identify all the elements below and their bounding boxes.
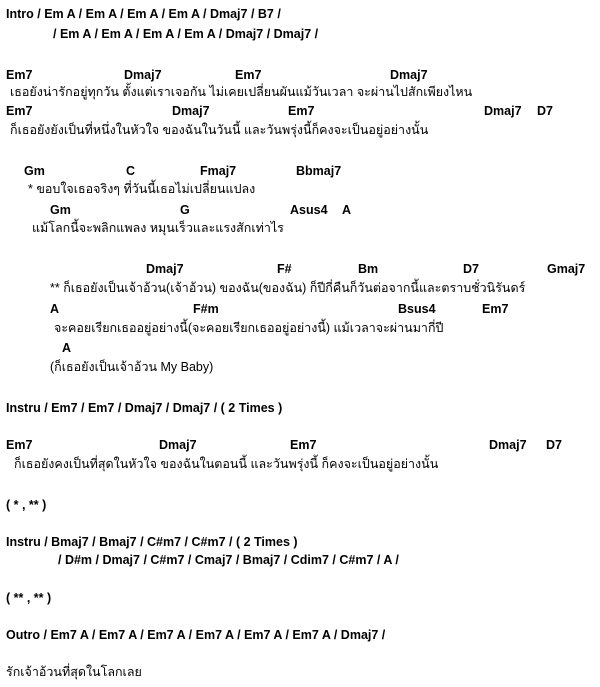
repeat-marker: ( ** , ** ) [6,591,52,605]
chord: Gm [24,164,45,178]
chord: F#m [193,302,219,316]
lyric-line: เธอยังน่ารักอยู่ทุกวัน ตั้งแต่เราเจอกัน ไม่เคยเปลี่ยนผันแม้วันเวลา จะผ่านไปสักเพียงไหน [10,85,473,99]
chord: D7 [537,104,553,118]
instru-line: Instru / Bmaj7 / Bmaj7 / C#m7 / C#m7 / ( 2 Times ) [6,535,298,549]
chord: F# [277,262,292,276]
lyric-line: ** ก็เธอยังเป็นเจ้าอ้วน(เจ้าอ้วน) ของฉัน(ของฉัน) ก็ปีกี่คืนก็วันต่อจากนี้และตราบชั่วนิรันดร์ [50,281,526,295]
chord: G [180,203,190,217]
chord: Em7 [482,302,509,316]
chord: Em7 [290,438,317,452]
chord: Dmaj7 [489,438,527,452]
chord: Dmaj7 [124,68,162,82]
chord: Em7 [6,438,33,452]
repeat-marker: ( * , ** ) [6,498,47,512]
lyric-line: จะคอยเรียกเธออยู่อย่างนี้(จะคอยเรียกเธออยู่อย่างนี้) แม้เวลาจะผ่านมากี่ปี [54,321,444,335]
chord: C [126,164,136,178]
chord: Asus4 [290,203,328,217]
ending-line: รักเจ้าอ้วนที่สุดในโลกเลย [6,665,142,679]
chord: Bsus4 [398,302,436,316]
chord: Dmaj7 [146,262,184,276]
lyric-line: * ขอบใจเธอจริงๆ ที่วันนี้เธอไม่เปลี่ยนแปลง [28,182,256,196]
lyric-line: ก็เธอยังยังเป็นที่หนึ่งในหัวใจ ของฉันในวันนี้ และวันพรุ่งนี้ก็คงจะเป็นอยู่อย่างนั้น [10,123,429,137]
chord: Gmaj7 [547,262,586,276]
chord: A [342,203,352,217]
chord: Em7 [6,104,33,118]
chord: Dmaj7 [484,104,522,118]
chord: Fmaj7 [200,164,237,178]
chord: Dmaj7 [159,438,197,452]
chord: Bbmaj7 [296,164,342,178]
lyric-line: (ก็เธอยังเป็นเจ้าอ้วน My Baby) [50,360,214,374]
lyric-line: แม้โลกนี้จะพลิกแพลง หมุนเร็วและแรงสักเท่าไร [32,221,284,235]
intro-line-2: / Em A / Em A / Em A / Em A / Dmaj7 / Dmaj7 / [53,27,319,41]
chord: Bm [358,262,379,276]
chord: A [62,341,72,355]
chord: Dmaj7 [172,104,210,118]
instru-line: Instru / Em7 / Em7 / Dmaj7 / Dmaj7 / ( 2 Times ) [6,401,283,415]
chord: Em7 [235,68,262,82]
chord: D7 [463,262,479,276]
outro-line: Outro / Em7 A / Em7 A / Em7 A / Em7 A / Em7 A / Em7 A / Dmaj7 / [6,628,386,642]
chord: Gm [50,203,71,217]
chord: A [50,302,60,316]
intro-line-1: Intro / Em A / Em A / Em A / Em A / Dmaj7 / B7 / [6,7,281,21]
chord: D7 [546,438,562,452]
instru-line: / D#m / Dmaj7 / C#m7 / Cmaj7 / Bmaj7 / Cdim7 / C#m7 / A / [58,553,399,567]
chord: Em7 [6,68,33,82]
lyric-line: ก็เธอยังคงเป็นที่สุดในหัวใจ ของฉันในตอนนี้ และวันพรุ่งนี้ ก็คงจะเป็นอยู่อย่างนั้น [14,457,439,471]
chord: Em7 [288,104,315,118]
chord: Dmaj7 [390,68,428,82]
